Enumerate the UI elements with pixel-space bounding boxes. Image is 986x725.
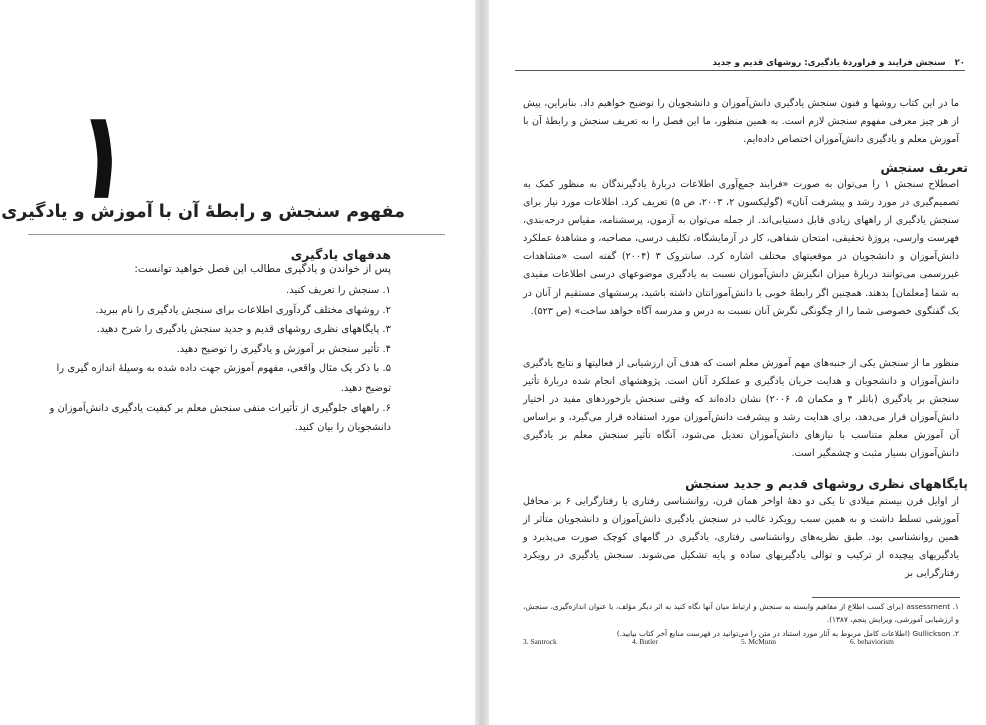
right-page: [489, 0, 986, 725]
footnote: 4. Butler: [632, 637, 658, 646]
footnote: 3. Santrock: [523, 637, 557, 646]
footnotes: [523, 600, 959, 640]
running-head-title: سنجش فرایند و فراوردهٔ یادگیری: روشهای قدیم و جدید: [712, 58, 946, 68]
theory-paragraph: از اوایل قرن بیستم میلادی تا یکی دو دههٔ اواخر همان قرن، روانشناسی رفتاری یا رفتارگرایی ۶ بر محافل آموزشی تسلط داشت و به همین سبب رویکرد غالب در سنجش یادگیری دانش‌آموزان و دانشجویان متأثر از همین روانشناسی بود. طبق نظریه‌های روانشناسی رفتاری، یادگیری در گامهای کوچک صورت می‌پذیرد و یادگیریهای پیچیده از ترکیب و توالی یادگیریهای ساده و پایه تشکیل می‌شوند. سنجش یادگیری در رویکرد رفتارگرایی بر: [523, 496, 960, 580]
goals-list: [33, 281, 391, 438]
intro-paragraph: ما در این کتاب روشها و فنون سنجش یادگیری دانش‌آموزان و دانشجویان را توضیح خواهیم داد. بنابراین، پیش از هر چیز معرفی مفهوم سنجش لازم است. به همین منظور، ما این فصل را به تعریف سنجش و رابطهٔ آن با آموزش معلم و یادگیری دانش‌آموزان اختصاص داده‌ایم.: [523, 98, 959, 146]
goal-item: ۴. تأثیر سنجش بر آموزش و یادگیری را توضیح دهید.: [176, 343, 391, 355]
footnote: ۱. assessment (برای کسب اطلاع از مفاهیم وابسته به سنجش و ارتباط میان آنها نگاه کنید به اثر دیگر مؤلف، با عنوان اندازه‌گیری، سنجش، و ارزشیابی آموزشی، ویرایش پنجم، ۱۳۸۷).: [523, 602, 959, 625]
goal-item: ۱. سنجش را تعریف کنید.: [286, 285, 391, 296]
left-page: [0, 0, 475, 725]
goal-item: ۶. راههای جلوگیری از تأثیرات منفی سنجش معلم بر کیفیت یادگیری دانش‌آموزان و دانشجویان را بیان کنید.: [49, 402, 391, 434]
book-gutter: [475, 0, 489, 725]
footnote: 5. McMunn: [741, 637, 776, 646]
page-number: ۲۰: [954, 58, 965, 68]
goal-item: ۲. روشهای مختلف گردآوری اطلاعات برای سنجش یادگیری را نام ببرید.: [95, 304, 391, 316]
chapter-title: مفهوم سنجش و رابطهٔ آن با آموزش و یادگیری: [1, 202, 405, 222]
title-divider: [28, 234, 445, 235]
theory-heading: پایگاههای نظری روشهای قدیم و جدید سنجش: [685, 476, 968, 491]
goal-item: ۵. با ذکر یک مثال واقعی، مفهوم آموزش جهت داده شده به وسیلهٔ اندازه گیری را توضیح دهید.: [56, 363, 391, 394]
goal-item: ۳. پایگاههای نظری روشهای قدیم و جدید سنجش یادگیری را شرح دهید.: [96, 324, 391, 336]
footnote-names: [523, 637, 959, 646]
footnote: 6. behaviorism: [850, 637, 894, 646]
running-head: [515, 58, 965, 68]
footnote-rule: [812, 597, 960, 598]
chapter-number: ۱: [62, 85, 146, 224]
goals-heading: هدفهای یادگیری: [290, 247, 391, 262]
footnote: ۲. Gullickson (اطلاعات کامل مربوط به آثار مورد استناد در متن را می‌توانید در فهرست منابع آخر کتاب بیابید.): [616, 628, 959, 638]
goals-intro: پس از خواندن و یادگیری مطالب این فصل خواهید توانست:: [134, 263, 391, 275]
definition-paragraph: اصطلاح سنجش ۱ را می‌توان به صورت «فرایند جمع‌آوری اطلاعات دربارهٔ یادگیرندگان به منظور کمک به تصمیم‌گیری در مورد رشد و پیشرفت آنان» (گولیکسون ۲، ۲۰۰۳، ص ۵) تعریف کرد. اطلاعات مورد نیاز برای سنجش یادگیری از راههای زیادی قابل دستیابی‌اند. از جمله می‌توان به آزمون، پرسشنامه، مقیاس درجه‌بندی، فهرست وارسی، پروژهٔ تحقیقی، امتحان شفاهی، کار در آزمایشگاه، تکلیف درسی، مصاحبه، و مشاهدهٔ عملکرد دانش‌آموزان و دانشجویان در موقعیتهای مختلف اشاره کرد. سانتروک ۳ (۲۰۰۴) گفته است «مشاهدات غیررسمی می‌توانند دربارهٔ میزان انگیزش دانش‌آموزان نسبت به یادگیری موضوعهای درسی اطلاعات مفیدی به شما [معلمان] بدهند. همچنین اگر رابطهٔ خوبی با دانش‌آموزانتان داشته باشید، پرسشهای مستقیم از آنان در یک گفتگوی خصوصی شما را از چگونگی نگرش آنان نسبت به درس و مدرسه آگاه خواهد ساخت» (ص ۵۲۳).: [523, 179, 959, 317]
definition-heading: تعریف سنجش: [880, 160, 968, 175]
effect-paragraph: منظور ما از سنجش یکی از جنبه‌های مهم آموزش معلم است که هدف آن ارزشیابی از فعالیتها و نتایج یادگیری دانش‌آموزان و دانشجویان و هدایت جریان یادگیری و عملکرد آنان است. پژوهشهای انجام شده دربارهٔ تأثیر سنجش بر یادگیری (باتلر ۴ و مکمان ۵، ۲۰۰۶) نشان داده‌اند که وقتی سنجش بازخوردهای مفید در اختیار دانش‌آموزان قرار می‌دهد، برای هدایت رشد و پیشرفت دانش‌آموزان مورد استفاده قرار می‌گیرد، و براساس آن آموزش معلم متناسب با نیازهای دانش‌آموزان تعدیل می‌شود، آنگاه تأثیر سنجش معلم بر یادگیری دانش‌آموزان بسیار مثبت و چشمگیر است.: [523, 358, 960, 460]
running-head-rule: [515, 70, 965, 71]
